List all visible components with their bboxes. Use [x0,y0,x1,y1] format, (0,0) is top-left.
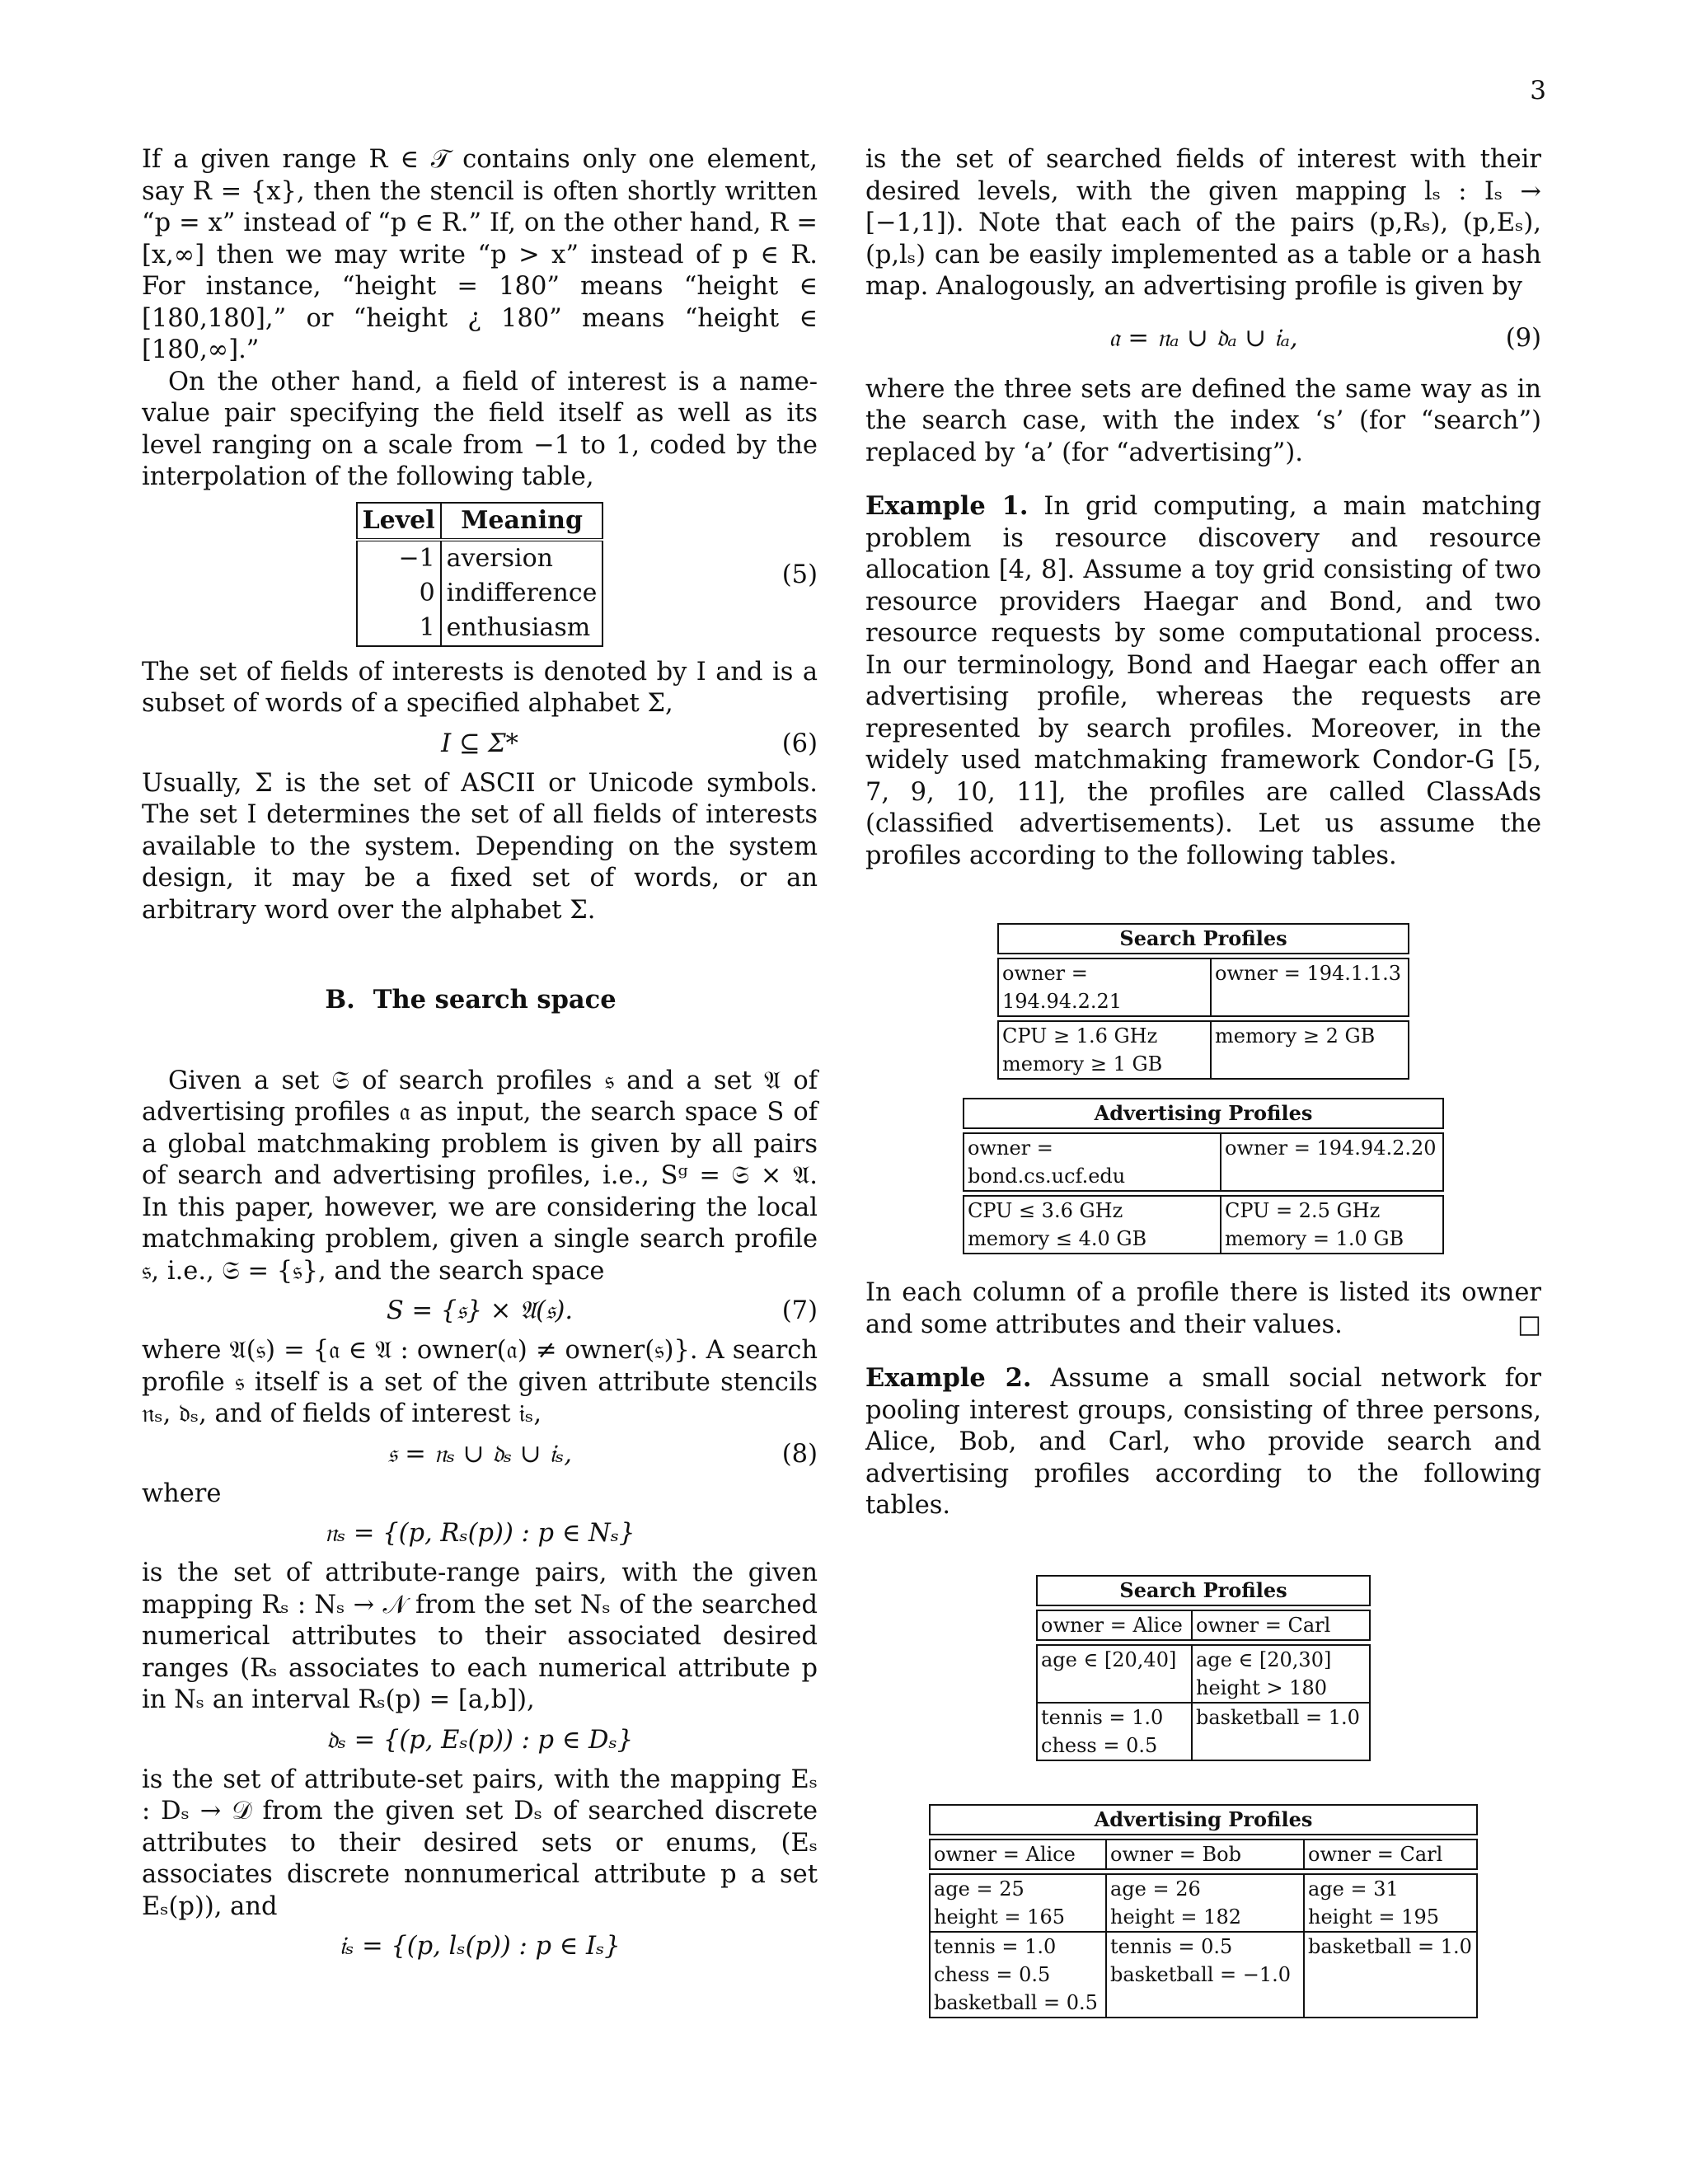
profile-owner-row [963,1132,1444,1192]
paragraph: Given a set 𝔖 of search profiles 𝔰 and a set 𝔄 of advertising profiles 𝔞 as input, the search space S of a global matchmaking problem is given by all pairs of search and advertising profiles, i.e., Sᵍ = 𝔖 × 𝔄. In this paper, however, we are considering the local matchmaking problem, given a single search profile 𝔰, i.e., 𝔖 = {𝔰}, and the search space [142,1066,818,1286]
table-cell: enthusiasm [441,611,603,646]
profile-attribute-group [1305,1931,1476,2017]
paragraph: is the set of searched fields of interest with their desired levels, with the given mapping lₛ : Iₛ → [−1,1]). Note that each of the pairs (p,Rₛ), (p,Eₛ), (p,lₛ) can be easily implemented as a table or a hash map. Analogously, an advertising profile is given by [865,145,1541,301]
profile-attribute-group [931,1875,1105,1931]
equation-number: (6) [781,729,818,758]
table-cell: 0 [357,576,441,611]
profile-table-title: Advertising Profiles [963,1098,1444,1129]
example-label: Example 1. [865,491,1029,521]
profile-attribute-group [1193,1646,1369,1702]
profile-attribute: age = 25 [934,1877,1025,1900]
ex2-advertising-profiles-table [929,1804,1478,2018]
profile-attribute: height = 195 [1308,1905,1439,1929]
profile-attribute-group [1038,1646,1191,1702]
profile-owner-cell: owner = Alice [929,1839,1107,1870]
profile-column [997,1020,1212,1080]
section-heading [142,984,818,1016]
profile-attribute: height > 180 [1196,1675,1327,1699]
profile-column [1107,1873,1305,2018]
profile-owner-cell: owner = Bob [1107,1839,1305,1870]
profile-body [929,1873,1478,2018]
profile-attribute: CPU = 2.5 GHz [1225,1199,1381,1222]
profile-owner-cell: owner = bond.cs.ucf.edu [963,1132,1221,1192]
ex1-search-profiles-table [997,923,1409,1080]
equation-body: 𝔞 = 𝔫ₐ ∪ 𝔡ₐ ∪ 𝔦ₐ, [1109,323,1298,353]
paragraph: where [142,1479,222,1508]
profile-table-title: Advertising Profiles [929,1804,1478,1835]
profile-attribute: chess = 0.5 [934,1962,1051,1986]
table-header: Meaning [441,503,603,540]
profile-attribute: chess = 0.5 [1041,1733,1158,1757]
profile-attribute: CPU ≤ 3.6 GHz [968,1199,1123,1222]
profile-attribute-group [964,1197,1220,1253]
profile-attribute-group [1212,1022,1408,1078]
profile-attribute: memory ≤ 4.0 GB [968,1227,1147,1250]
example-2 [865,1362,1541,1522]
profile-attribute-group [999,1022,1210,1078]
ex1-advertising-profiles-table [963,1098,1444,1254]
profile-attribute-group [1107,1875,1303,1931]
profile-attribute: tennis = 1.0 [934,1934,1057,1958]
equation-number: (5) [781,560,818,589]
profile-attribute: memory = 1.0 GB [1225,1227,1404,1250]
profile-body [1036,1644,1371,1761]
page-number: 3 [1530,76,1546,105]
profile-column [1221,1195,1444,1254]
table-row [357,576,603,611]
profile-owner-row [1036,1610,1371,1641]
profile-column [963,1195,1221,1254]
equation-body: 𝔡ₛ = {(p, Eₛ(p)) : p ∈ Dₛ} [326,1725,634,1755]
profile-owner-row [997,958,1409,1017]
profile-column [1212,1020,1409,1080]
paragraph: If a given range R ∈ 𝒯 contains only one element, say R = {x}, then the stencil is often shortly written “p = x” instead of “p ∈ R.” If, on the other hand, R = [x,∞] then we may write “p > x” instead of p ∈ R. For instance, “height = 180” means “height ∈ [180,180],” or “height ¿ 180” means “height ∈ [180,∞].” [142,145,818,364]
profile-attribute: height = 182 [1110,1905,1241,1929]
paragraph: where 𝔄(𝔰) = {𝔞 ∈ 𝔄 : owner(𝔞) ≠ owner(𝔰)}. A search profile 𝔰 itself is a set of the given attribute stencils 𝔫ₛ, 𝔡ₛ, and of fields of interest 𝔦ₛ, [142,1336,818,1428]
equation [142,729,818,760]
table-row [357,611,603,646]
table-header: Level [357,503,441,540]
equation [142,1725,818,1756]
left-column [142,144,818,1971]
profile-attribute: age ∈ [20,30] [1196,1647,1332,1671]
profile-attribute: basketball = 1.0 [1196,1705,1360,1729]
profile-attribute: basketball = −1.0 [1110,1962,1292,1986]
table-cell: indifference [441,576,603,611]
equation-body: 𝔫ₛ = {(p, Rₛ(p)) : p ∈ Nₛ} [324,1519,635,1548]
section-number: B. [325,985,355,1015]
table-cell: −1 [357,540,441,576]
paragraph: The set of fields of interests is denoted by I and is a subset of words of a specified alphabet Σ, [142,657,818,718]
equation-body: I ⊆ Σ* [441,729,518,758]
section-title: The search space [373,985,617,1015]
profile-attribute: basketball = 1.0 [1308,1934,1472,1958]
equation-body: 𝔦ₛ = {(p, lₛ(p)) : p ∈ Iₛ} [339,1932,621,1961]
profile-attribute: memory ≥ 2 GB [1215,1024,1376,1047]
paragraph-text: In each column of a profile there is listed its owner and some attributes and their values. [865,1278,1541,1339]
level-table-block [142,502,818,647]
profile-attribute-group [1193,1702,1369,1760]
profile-attribute: tennis = 1.0 [1041,1705,1164,1729]
example-label: Example 2. [865,1363,1032,1393]
equation [142,1439,818,1470]
profile-attribute-group [1038,1702,1191,1760]
profile-attribute: memory ≥ 1 GB [1002,1052,1163,1076]
profile-column [1305,1873,1478,2018]
profile-body [997,1020,1409,1080]
equation-body: 𝔰 = 𝔫ₛ ∪ 𝔡ₛ ∪ 𝔦ₛ, [387,1439,572,1469]
profile-owner-cell: owner = 194.1.1.3 [1212,958,1409,1017]
profile-attribute: CPU ≥ 1.6 GHz [1002,1024,1158,1047]
profile-owner-cell: owner = Carl [1193,1610,1371,1641]
equation [142,1931,818,1962]
profile-attribute: basketball = 0.5 [934,1990,1098,2014]
paragraph: is the set of attribute-range pairs, with the given mapping Rₛ : Nₛ → 𝒩 from the set Nₛ of the searched numerical attributes to their associated desired ranges (Rₛ associates to each numerical attribute p in Nₛ an interval Rₛ(p) = [a,b]), [142,1558,818,1714]
equation-number: (7) [781,1296,818,1325]
profile-attribute: age = 31 [1308,1877,1399,1900]
equation-number: (9) [1505,323,1541,353]
profile-attribute-group [1107,1931,1303,2017]
profile-owner-row [929,1839,1478,1870]
profile-attribute-group [1221,1197,1442,1253]
right-column [865,144,1541,2018]
equation [142,1296,818,1327]
paragraph [865,1277,1541,1341]
profile-attribute: age = 26 [1110,1877,1201,1900]
table-row [357,540,603,576]
example-1 [865,490,1541,872]
equation-number: (8) [781,1439,818,1469]
paragraph: Usually, Σ is the set of ASCII or Unicode symbols. The set I determines the set of all fields of interests available to the system. Depending on the system design, it may be a fixed set of words, or an arbitrary word over the alphabet Σ. [142,768,818,925]
paragraph: is the set of attribute-set pairs, with the mapping Eₛ : Dₛ → 𝒟 from the given set Dₛ of searched discrete attributes to their desired sets or enums, (Eₛ associates discrete nonnumerical attribute p a set Eₛ(p)), and [142,1765,818,1921]
profile-owner-cell: owner = 194.94.2.20 [1221,1132,1444,1192]
profile-owner-cell: owner = Alice [1036,1610,1193,1641]
level-table [356,502,604,647]
example-text: Assume a small social network for pooling interest groups, consisting of three persons, Alice, Bob, and Carl, who provide search and advertising profiles according to the following tables. [865,1364,1541,1520]
profile-column [1036,1644,1193,1761]
ex2-search-profiles-table [1036,1575,1371,1761]
example-text: In grid computing, a main matching problem is resource discovery and resource allocation [4, 8]. Assume a toy grid consisting of two resource providers Haegar and Bond, and two resource requests by some computational process. In our terminology, Bond and Haegar each offer an advertising profile, whereas the requests are represented by search profiles. Moreover, in the widely used matchmaking framework Condor-G [5, 7, 9, 10, 11], the profiles are called ClassAds (classified advertisements). Let us assume the profiles according to the following tables. [865,492,1542,870]
profile-attribute: age ∈ [20,40] [1041,1647,1177,1671]
profile-body [963,1195,1444,1254]
paragraph: where the three sets are defined the same way as in the search case, with the index ‘s’ (for “search”) replaced by ‘a’ (for “advertising”). [865,374,1541,467]
table-cell: 1 [357,611,441,646]
equation [865,323,1541,354]
profile-attribute: height = 165 [934,1905,1065,1929]
equation [142,1518,818,1549]
profile-attribute: tennis = 0.5 [1110,1934,1233,1958]
profile-attribute-group [1305,1875,1476,1931]
profile-table-title: Search Profiles [997,923,1409,954]
profile-owner-cell: owner = Carl [1305,1839,1478,1870]
profile-owner-cell: owner = 194.94.2.21 [997,958,1212,1017]
profile-table-title: Search Profiles [1036,1575,1371,1606]
profile-column [929,1873,1107,2018]
qed-box-icon: □ [1517,1310,1541,1339]
equation-body: S = {𝔰} × 𝔄(𝔰). [386,1296,574,1325]
profile-attribute-group [931,1931,1105,2017]
profile-column [1193,1644,1371,1761]
paragraph: On the other hand, a field of interest is a name-value pair specifying the field itself as well as its level ranging on a scale from −1 to 1, coded by the interpolation of the following table, [142,367,818,491]
table-cell: aversion [441,540,603,576]
